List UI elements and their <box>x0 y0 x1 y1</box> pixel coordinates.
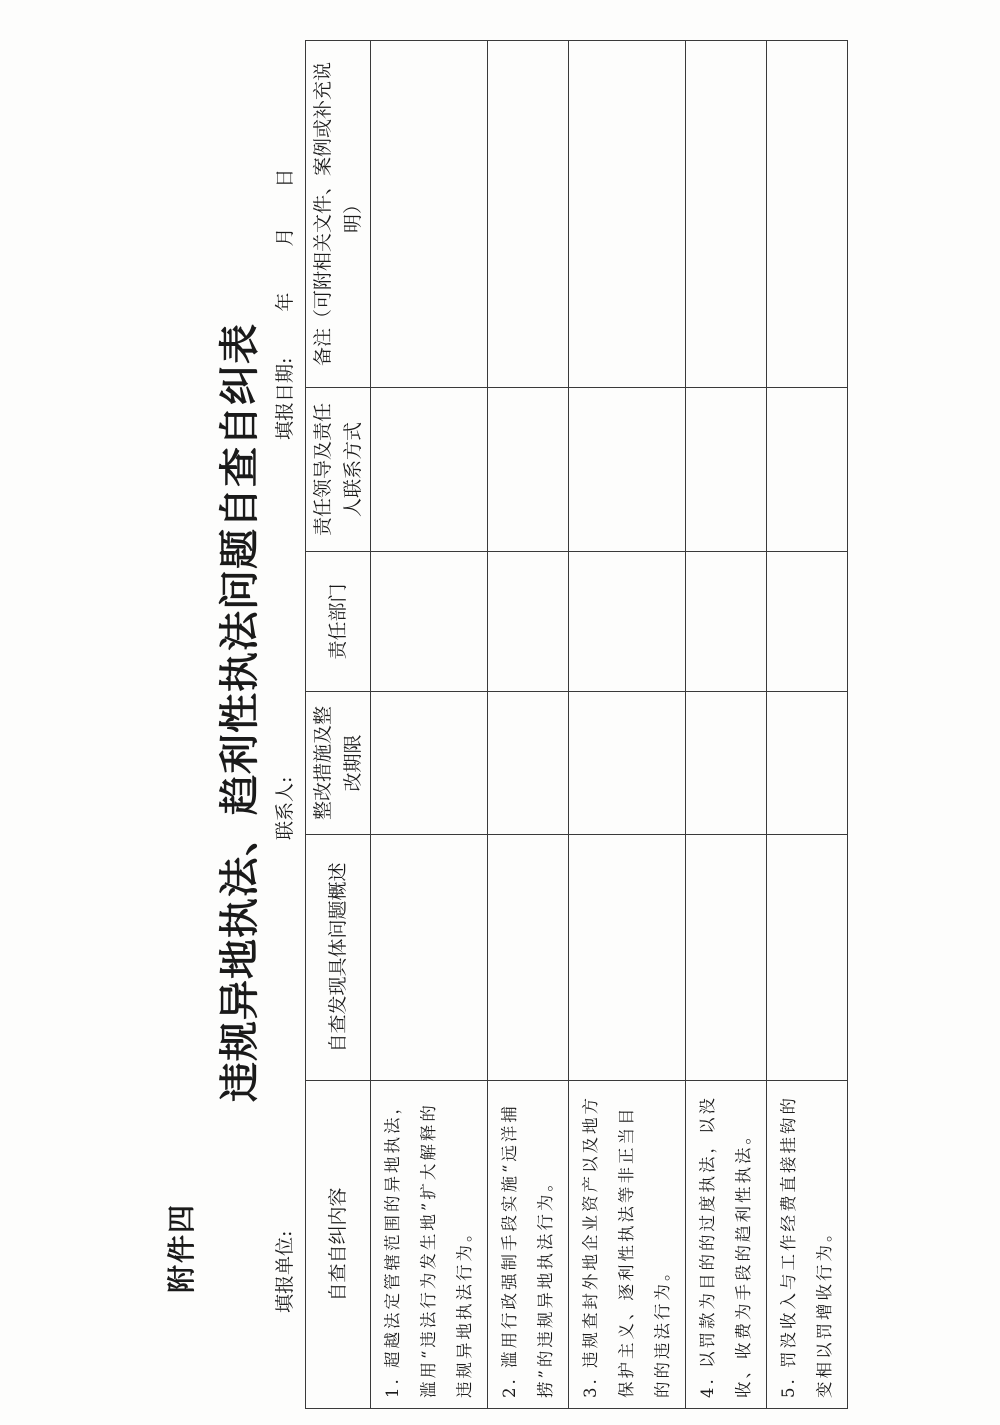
header-description: 自查发现具体问题概述 <box>306 835 371 1081</box>
row-content: 2. 滥用行政强制手段实施“远洋捕捞”的违规异地执法行为。 <box>488 1081 569 1409</box>
cell-department[interactable] <box>569 552 686 692</box>
fill-unit-label: 填报单位: <box>274 1230 296 1313</box>
cell-description[interactable] <box>569 835 686 1081</box>
date-year: 年 <box>274 292 296 312</box>
self-inspection-table <box>305 40 848 1409</box>
header-measures: 整改措施及整改期限 <box>306 692 371 835</box>
cell-measures[interactable] <box>371 692 488 835</box>
header-department: 责任部门 <box>306 552 371 692</box>
cell-measures[interactable] <box>686 692 767 835</box>
cell-measures[interactable] <box>569 692 686 835</box>
cell-leader[interactable] <box>767 388 848 552</box>
cell-remarks[interactable] <box>686 41 767 388</box>
cell-description[interactable] <box>686 835 767 1081</box>
cell-measures[interactable] <box>488 692 569 835</box>
cell-description[interactable] <box>371 835 488 1081</box>
table-row <box>686 41 767 1409</box>
cell-description[interactable] <box>767 835 848 1081</box>
date-day: 日 <box>274 168 296 188</box>
cell-leader[interactable] <box>569 388 686 552</box>
table-header-row <box>306 41 371 1409</box>
table-row <box>488 41 569 1409</box>
table-row <box>767 41 848 1409</box>
header-remarks: 备注（可附相关文件、案例或补充说明） <box>306 41 371 388</box>
cell-description[interactable] <box>488 835 569 1081</box>
cell-department[interactable] <box>767 552 848 692</box>
cell-department[interactable] <box>488 552 569 692</box>
cell-remarks[interactable] <box>488 41 569 388</box>
contact-person-label: 联系人: <box>274 776 296 840</box>
header-content: 自查自纠内容 <box>306 1081 371 1409</box>
header-leader: 责任领导及责任人联系方式 <box>306 388 371 552</box>
cell-department[interactable] <box>686 552 767 692</box>
row-content: 3. 违规查封外地企业资产以及地方保护主义、逐利性执法等非正当目的的违法行为。 <box>569 1081 686 1409</box>
cell-measures[interactable] <box>767 692 848 835</box>
cell-leader[interactable] <box>371 388 488 552</box>
row-content: 1. 超越法定管辖范围的异地执法，滥用“违法行为发生地”扩大解释的违规异地执法行为。 <box>371 1081 488 1409</box>
page-title: 违规异地执法、趋利性执法问题自查自纠表 <box>216 323 263 1102</box>
table-row <box>371 41 488 1409</box>
fill-date <box>270 169 297 440</box>
cell-remarks[interactable] <box>767 41 848 388</box>
cell-remarks[interactable] <box>371 41 488 388</box>
attachment-label: 附件四 <box>165 1202 198 1293</box>
table-row <box>569 41 686 1409</box>
row-content: 4. 以罚款为目的的过度执法，以没收、收费为手段的趋利性执法。 <box>686 1081 767 1409</box>
cell-department[interactable] <box>371 552 488 692</box>
cell-remarks[interactable] <box>569 41 686 388</box>
fill-date-label: 填报日期: <box>274 357 296 440</box>
cell-leader[interactable] <box>488 388 569 552</box>
row-content: 5. 罚没收入与工作经费直接挂钩的变相以罚增收行为。 <box>767 1081 848 1409</box>
cell-leader[interactable] <box>686 388 767 552</box>
date-month: 月 <box>274 227 296 247</box>
